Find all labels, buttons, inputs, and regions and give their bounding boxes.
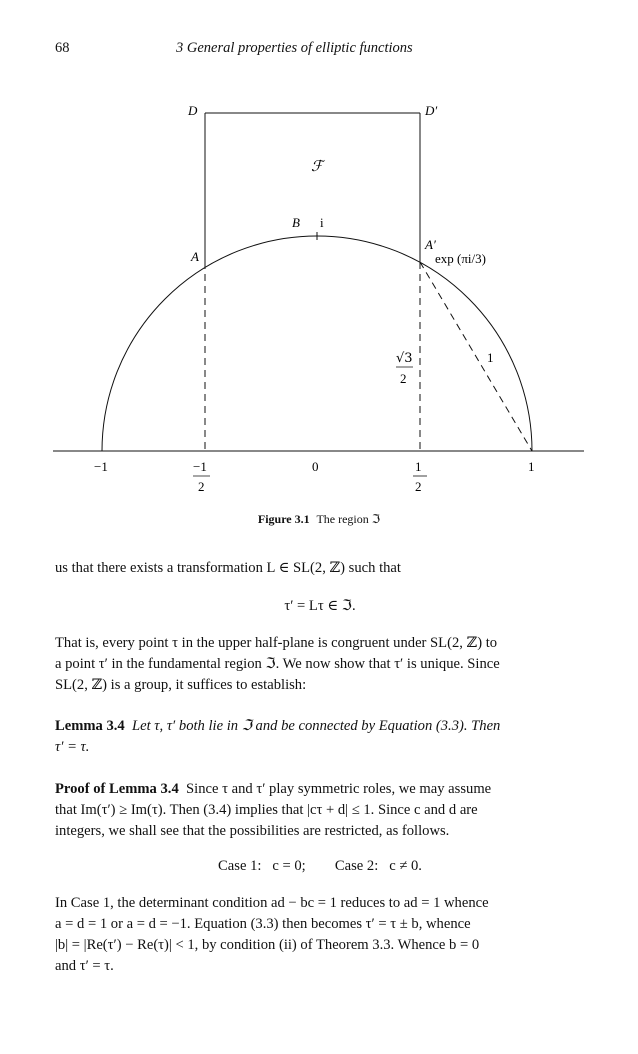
label-Dprime: D′ bbox=[425, 103, 438, 118]
label-i: i bbox=[320, 215, 324, 230]
dashed-radius bbox=[420, 262, 532, 451]
lemma-text: Let τ, τ′ both lie in ℑ and be connected by Equation (3.3). Then bbox=[132, 718, 501, 734]
lemma-statement bbox=[55, 716, 585, 758]
label-sqrt3-den: 2 bbox=[400, 371, 407, 386]
caption-label: Figure 3.1 bbox=[257, 512, 310, 526]
page-number: 68 bbox=[55, 40, 70, 56]
paragraph-congruence bbox=[55, 633, 585, 696]
caption-text: The region ℑ bbox=[316, 512, 381, 526]
figure-caption bbox=[0, 512, 638, 527]
proof-paragraph bbox=[55, 779, 585, 842]
lemma-label: Lemma 3.4 bbox=[55, 718, 125, 734]
label-A: A bbox=[191, 249, 199, 264]
cases-line: Case 1: c = 0; Case 2: c ≠ 0. bbox=[218, 858, 422, 874]
paragraph-line: and τ′ = τ. bbox=[55, 958, 114, 974]
paragraph-case1 bbox=[55, 893, 585, 977]
tick-zero: 0 bbox=[312, 459, 319, 474]
paragraph-line: |b| = |Re(τ′) − Re(τ)| < 1, by condition (ii) of Theorem 3.3. Whence b = 0 bbox=[55, 937, 480, 953]
tick-minus-half-num: −1 bbox=[193, 459, 207, 474]
label-D: D bbox=[188, 103, 198, 118]
paragraph-line: In Case 1, the determinant condition ad − bc = 1 reduces to ad = 1 whence bbox=[55, 895, 489, 911]
proof-line: integers, we shall see that the possibilities are restricted, as follows. bbox=[55, 823, 450, 839]
tick-minus-half-den: 2 bbox=[198, 479, 205, 494]
tick-half-num: 1 bbox=[415, 459, 422, 474]
label-region: ℱ bbox=[311, 157, 323, 175]
equation-tau-prime: τ′ = Lτ ∈ ℑ. bbox=[284, 598, 356, 614]
paragraph-line: a point τ′ in the fundamental region ℑ. We now show that τ′ is unique. Since bbox=[55, 656, 500, 672]
proof-text: Since τ and τ′ play symmetric roles, we may assume bbox=[186, 781, 492, 797]
label-sqrt3: √3 bbox=[396, 351, 413, 366]
label-exp: exp (πi/3) bbox=[435, 251, 486, 266]
unit-semicircle bbox=[102, 236, 532, 451]
label-Aprime: A′ bbox=[425, 237, 436, 252]
tick-one: 1 bbox=[528, 459, 535, 474]
proof-label: Proof of Lemma 3.4 bbox=[55, 781, 179, 797]
label-B: B bbox=[292, 215, 300, 230]
paragraph-line: a = d = 1 or a = d = −1. Equation (3.3) then becomes τ′ = τ ± b, whence bbox=[55, 916, 471, 932]
running-title: 3 General properties of elliptic functions bbox=[176, 40, 413, 56]
proof-line: that Im(τ′) ≥ Im(τ). Then (3.4) implies that |cτ + d| ≤ 1. Since c and d are bbox=[55, 802, 478, 818]
paragraph-line: SL(2, ℤ) is a group, it suffices to establish: bbox=[55, 677, 307, 693]
paragraph-line: That is, every point τ in the upper half-plane is congruent under SL(2, ℤ) to bbox=[55, 635, 498, 651]
paragraph-intro: us that there exists a transformation L ∈ SL(2, ℤ) such that bbox=[55, 560, 401, 576]
tick-half-den: 2 bbox=[415, 479, 422, 494]
figure-fundamental-region bbox=[0, 0, 638, 510]
lemma-text-2: τ′ = τ. bbox=[55, 739, 90, 755]
tick-minus-one: −1 bbox=[94, 459, 108, 474]
label-slant-one: 1 bbox=[487, 350, 494, 365]
